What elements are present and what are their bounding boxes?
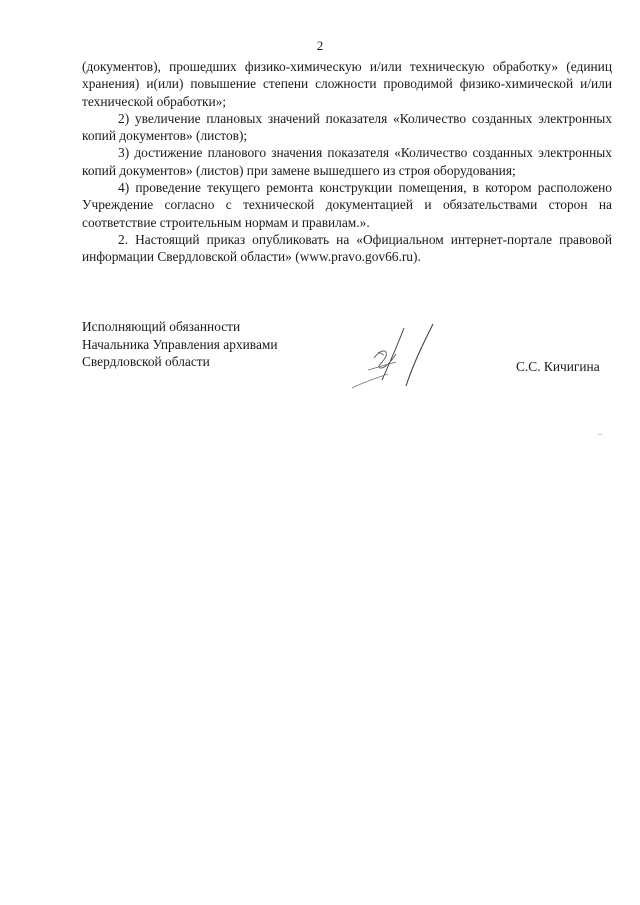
signer-position-line: Исполняющий обязанности [82,319,241,334]
handwritten-signature [338,322,443,394]
signer-name: С.С. Кичигина [516,359,600,374]
signer-position-line: Начальника Управления архивами [82,336,278,352]
paragraph-publish-order: 2. Настоящий приказ опубликовать на «Официальном интернет-портале правовой информации Свердловской области» (www.pravo.gov66.ru). [82,231,612,265]
paragraph-item-2: 2) увеличение плановых значений показателя «Количество созданных электронных копий документов» (листов); [82,110,612,144]
scan-speck [598,434,602,435]
document-body [82,58,612,266]
paragraph-item-3: 3) достижение планового значения показателя «Количество созданных электронных копий документов» (листов) при замене вышедшего из строя оборудования; [82,145,612,178]
signer-position [82,318,278,371]
page-number: 2 [316,38,324,53]
signer-position-line: Свердловской области [82,354,210,369]
paragraph-item-4: 4) проведение текущего ремонта конструкции помещения, в котором расположено Учреждение согласно с технической документацией и обязательствами сторон на соответствие строительным нормам и правилам.». [82,180,612,230]
paragraph-continuation: (документов), прошедших физико-химическую и/или техническую обработку» (единиц хранения) и(или) повышение степени сложности проводимой физико-химической и/или технической обработки»; [82,59,612,109]
